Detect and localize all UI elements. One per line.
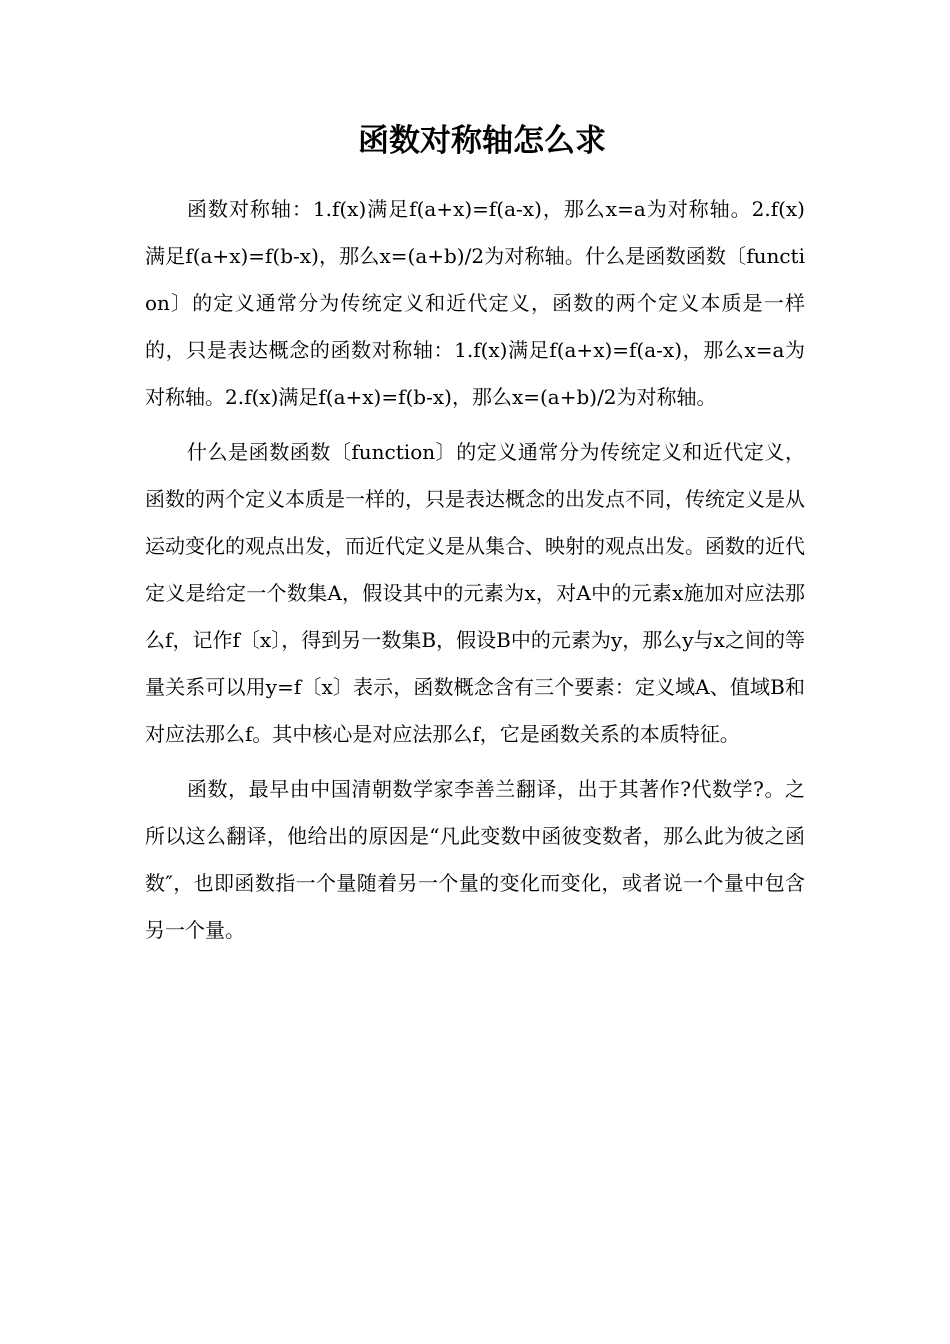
paragraph-symmetry-axis: 函数对称轴：1.f(x)满足f(a+x)=f(a-x)，那么x=a为对称轴。2.f(x)满足f(a+x)=f(b-x)，那么x=(a+b)/2为对称轴。什么是函数函数〔function〕的定义通常分为传统定义和近代定义，函数的两个定义本质是一样的，只是表达概念的函数对称轴：1.f(x)满足f(a+x)=f(a-x)，那么x=a为对称轴。2.f(x)满足f(a+x)=f(b-x)，那么x=(a+b)/2为对称轴。 bbox=[145, 197, 805, 409]
paragraph-function-origin: 函数，最早由中国清朝数学家李善兰翻译，出于其著作?代数学?。之所以这么翻译，他给出的原因是“凡此变数中函彼变数者，那么此为彼之函数″，也即函数指一个量随着另一个量的变化而变化，或者说一个量中包含另一个量。 bbox=[145, 777, 805, 942]
document-title: 函数对称轴怎么求 bbox=[358, 123, 606, 159]
paragraph-function-definition: 什么是函数函数〔function〕的定义通常分为传统定义和近代定义，函数的两个定义本质是一样的，只是表达概念的出发点不同，传统定义是从运动变化的观点出发，而近代定义是从集合、映射的观点出发。函数的近代定义是给定一个数集A，假设其中的元素为x，对A中的元素x施加对应法那么f，记作f〔x〕，得到另一数集B，假设B中的元素为y，那么y与x之间的等量关系可以用y=f〔x〕表示，函数概念含有三个要素：定义域A、值域B和对应法那么f。其中核心是对应法那么f，它是函数关系的本质特征。 bbox=[145, 440, 805, 746]
